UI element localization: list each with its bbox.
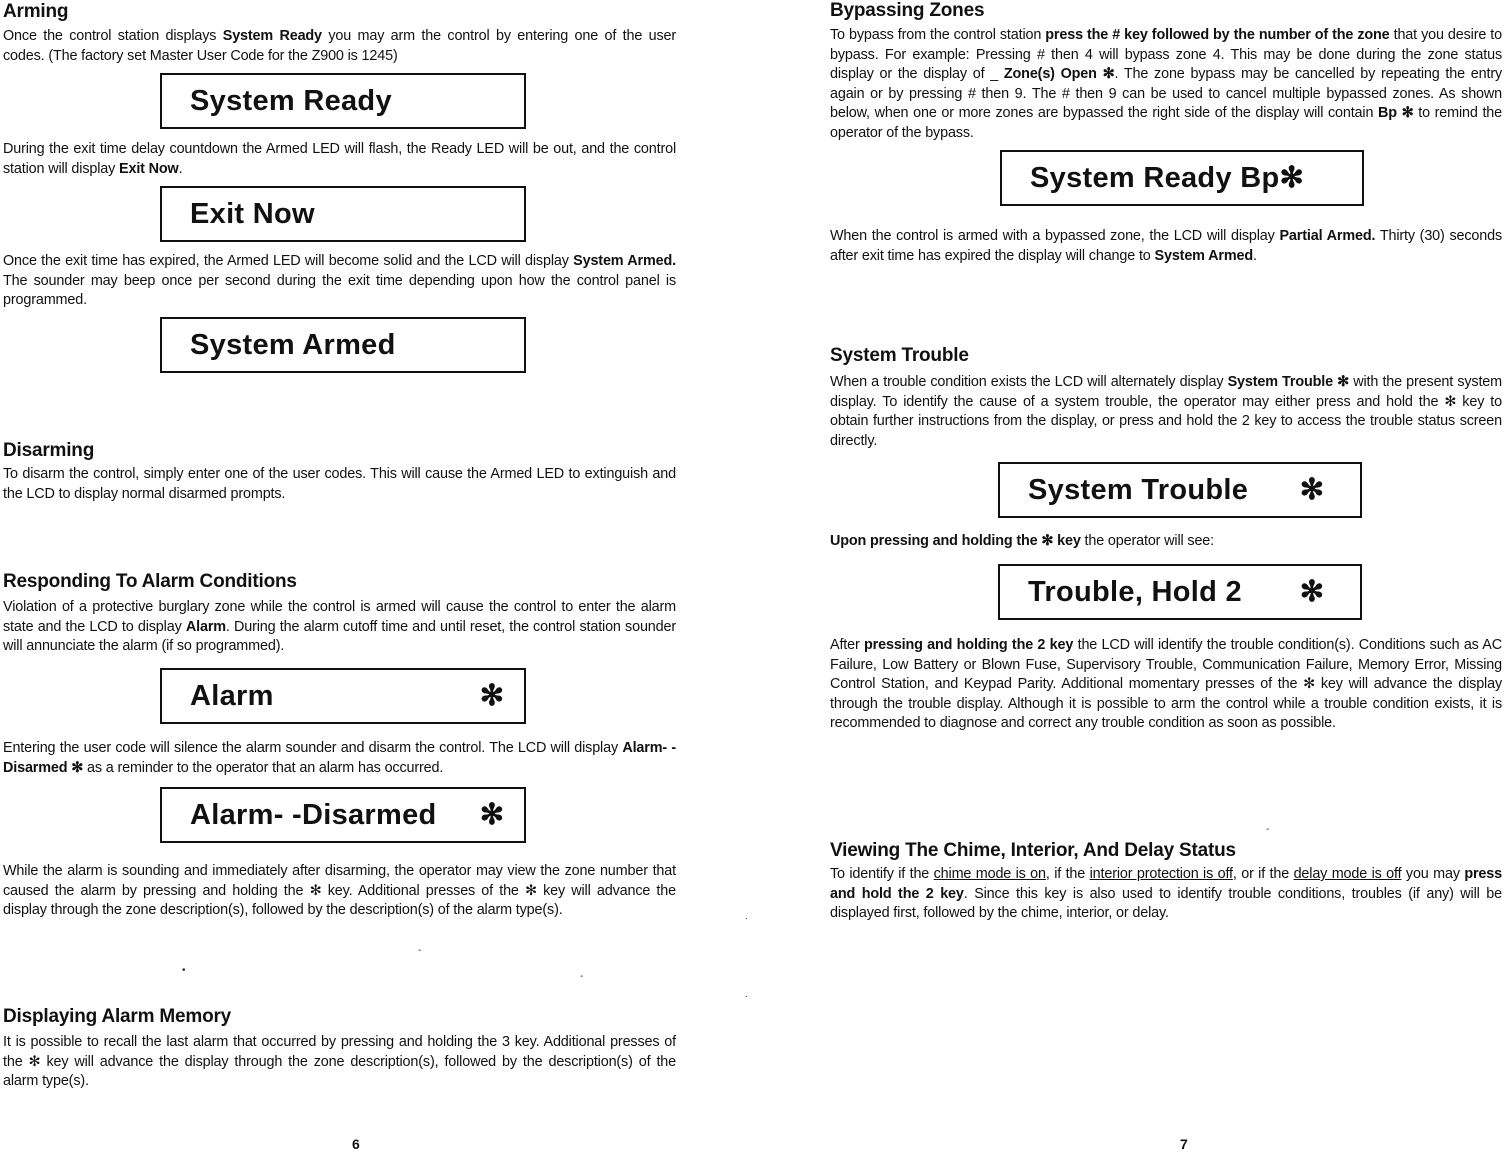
- arming-paragraph-1: Once the control station displays System Ready you may arm the control by entering one of the user codes. (The factory set Master User Code for the Z900 is 1245): [3, 28, 677, 64]
- lcd-display-system-ready-bp: [1000, 150, 1364, 206]
- trouble-heading: System Trouble: [830, 345, 969, 366]
- lcd-text: System Ready: [190, 85, 392, 117]
- asterisk-icon: ✻: [1299, 576, 1324, 608]
- scan-speck: .: [745, 911, 748, 922]
- lcd-text: Trouble, Hold 2: [1028, 576, 1242, 608]
- trouble-paragraph-2: Upon pressing and holding the ✻ key the operator will see:: [830, 533, 1215, 549]
- alarm-paragraph-1: Violation of a protective burglary zone while the control is armed will cause the control to enter the alarm state and the LCD to display Alarm. During the alarm cutoff time and until reset, the control station sounder will annunciate the alarm (if so programmed).: [3, 599, 676, 655]
- lcd-text: System Armed: [190, 329, 396, 361]
- page-number-left: 6: [352, 1136, 360, 1152]
- lcd-display-alarm: [160, 668, 526, 724]
- lcd-display-system-trouble: [998, 462, 1362, 518]
- lcd-text: Exit Now: [190, 198, 315, 230]
- asterisk-icon: ✻: [479, 680, 504, 712]
- asterisk-icon: ✻: [1299, 474, 1324, 506]
- lcd-text: Alarm- -Disarmed: [190, 799, 437, 831]
- scan-speck: -: [1266, 824, 1270, 835]
- lcd-text: Alarm: [190, 680, 274, 712]
- lcd-display-exit-now: [160, 186, 526, 242]
- lcd-text: System Ready Bp✻: [1030, 162, 1305, 194]
- bypass-paragraph-1: To bypass from the control station press the # key followed by the number of the zone that you desire to bypass. For example: Pressing # then 4 will bypass zone 4. This may be done during the zone status display or the display of _ Zone(s) Open ✻. The zone bypass may be cancelled by repeating the entry again or by pressing # then 9. The # then 9 can be used to cancel multiple bypassed zones. As shown below, when one or more zones are bypassed the right side of the display will contain Bp ✻ to remind the operator of the bypass.: [830, 27, 1503, 141]
- lcd-display-system-armed: [160, 317, 526, 373]
- arming-paragraph-2: During the exit time delay countdown the Armed LED will flash, the Ready LED will be out, and the control station will display Exit Now.: [3, 141, 676, 177]
- bypass-heading: Bypassing Zones: [830, 0, 985, 21]
- scan-speck: •: [182, 965, 186, 976]
- arming-heading: Arming: [3, 1, 69, 22]
- lcd-text: System Trouble: [1028, 474, 1249, 506]
- chime-paragraph: To identify if the chime mode is on, if the interior protection is off, or if the delay mode is off you may press and hold the 2 key. Since this key is also used to identify trouble conditions, troubles (if any) will be displayed first, followed by the chime, interior, or delay.: [830, 866, 1502, 922]
- scan-speck: -: [418, 945, 422, 956]
- lcd-display-alarm-disarmed: [160, 787, 526, 843]
- alarm-memory-heading: Displaying Alarm Memory: [3, 1006, 232, 1027]
- scan-speck: -: [580, 971, 584, 982]
- alarm-heading: Responding To Alarm Conditions: [3, 571, 297, 592]
- asterisk-icon: ✻: [479, 799, 504, 831]
- bypass-paragraph-2: When the control is armed with a bypassed zone, the LCD will display Partial Armed. Thirty (30) seconds after exit time has expired the display will change to System Armed.: [830, 228, 1502, 264]
- trouble-paragraph-3: After pressing and holding the 2 key the LCD will identify the trouble condition(s). Conditions such as AC Failure, Low Battery or Blown Fuse, Supervisory Trouble, Communication Failure, Memory Error, Missing Control Station, and Keypad Parity. Additional momentary presses of the ✻ key will advance the display through the trouble display. Although it is possible to arm the control while a trouble condition exists, it is recommended to diagnose and correct any trouble condition as soon as possible.: [830, 637, 1502, 732]
- scan-speck: .: [745, 989, 748, 1000]
- alarm-paragraph-3: While the alarm is sounding and immediately after disarming, the operator may view the zone number that caused the alarm by pressing and holding the ✻ key. Additional presses of the ✻ key will advance the display through the zone description(s), followed by the description(s) of the alarm type(s).: [3, 863, 676, 919]
- lcd-display-trouble-hold-2: [998, 564, 1362, 620]
- page-number-right: 7: [1180, 1136, 1188, 1152]
- lcd-display-system-ready: [160, 73, 526, 129]
- alarm-memory-paragraph: It is possible to recall the last alarm that occurred by pressing and holding the 3 key. Additional presses of the ✻ key will advance the display through the zone description(s), followed by the description(s) of the alarm type(s).: [3, 1034, 676, 1090]
- disarming-heading: Disarming: [3, 440, 95, 461]
- arming-paragraph-3: Once the exit time has expired, the Armed LED will become solid and the LCD will display System Armed. The sounder may beep once per second during the exit time depending upon how the control panel is programmed.: [3, 253, 676, 309]
- alarm-paragraph-2: Entering the user code will silence the alarm sounder and disarm the control. The LCD will display Alarm- -Disarmed ✻ as a reminder to the operator that an alarm has occurred.: [3, 740, 676, 776]
- disarming-paragraph: To disarm the control, simply enter one of the user codes. This will cause the Armed LED to extinguish and the LCD to display normal disarmed prompts.: [3, 466, 676, 502]
- trouble-paragraph-1: When a trouble condition exists the LCD will alternately display System Trouble ✻ with the present system display. To identify the cause of a system trouble, the operator may either press and hold the ✻ key to obtain further instructions from the display, or press and hold the 2 key to access the trouble status screen directly.: [830, 374, 1502, 449]
- chime-heading: Viewing The Chime, Interior, And Delay Status: [830, 840, 1236, 861]
